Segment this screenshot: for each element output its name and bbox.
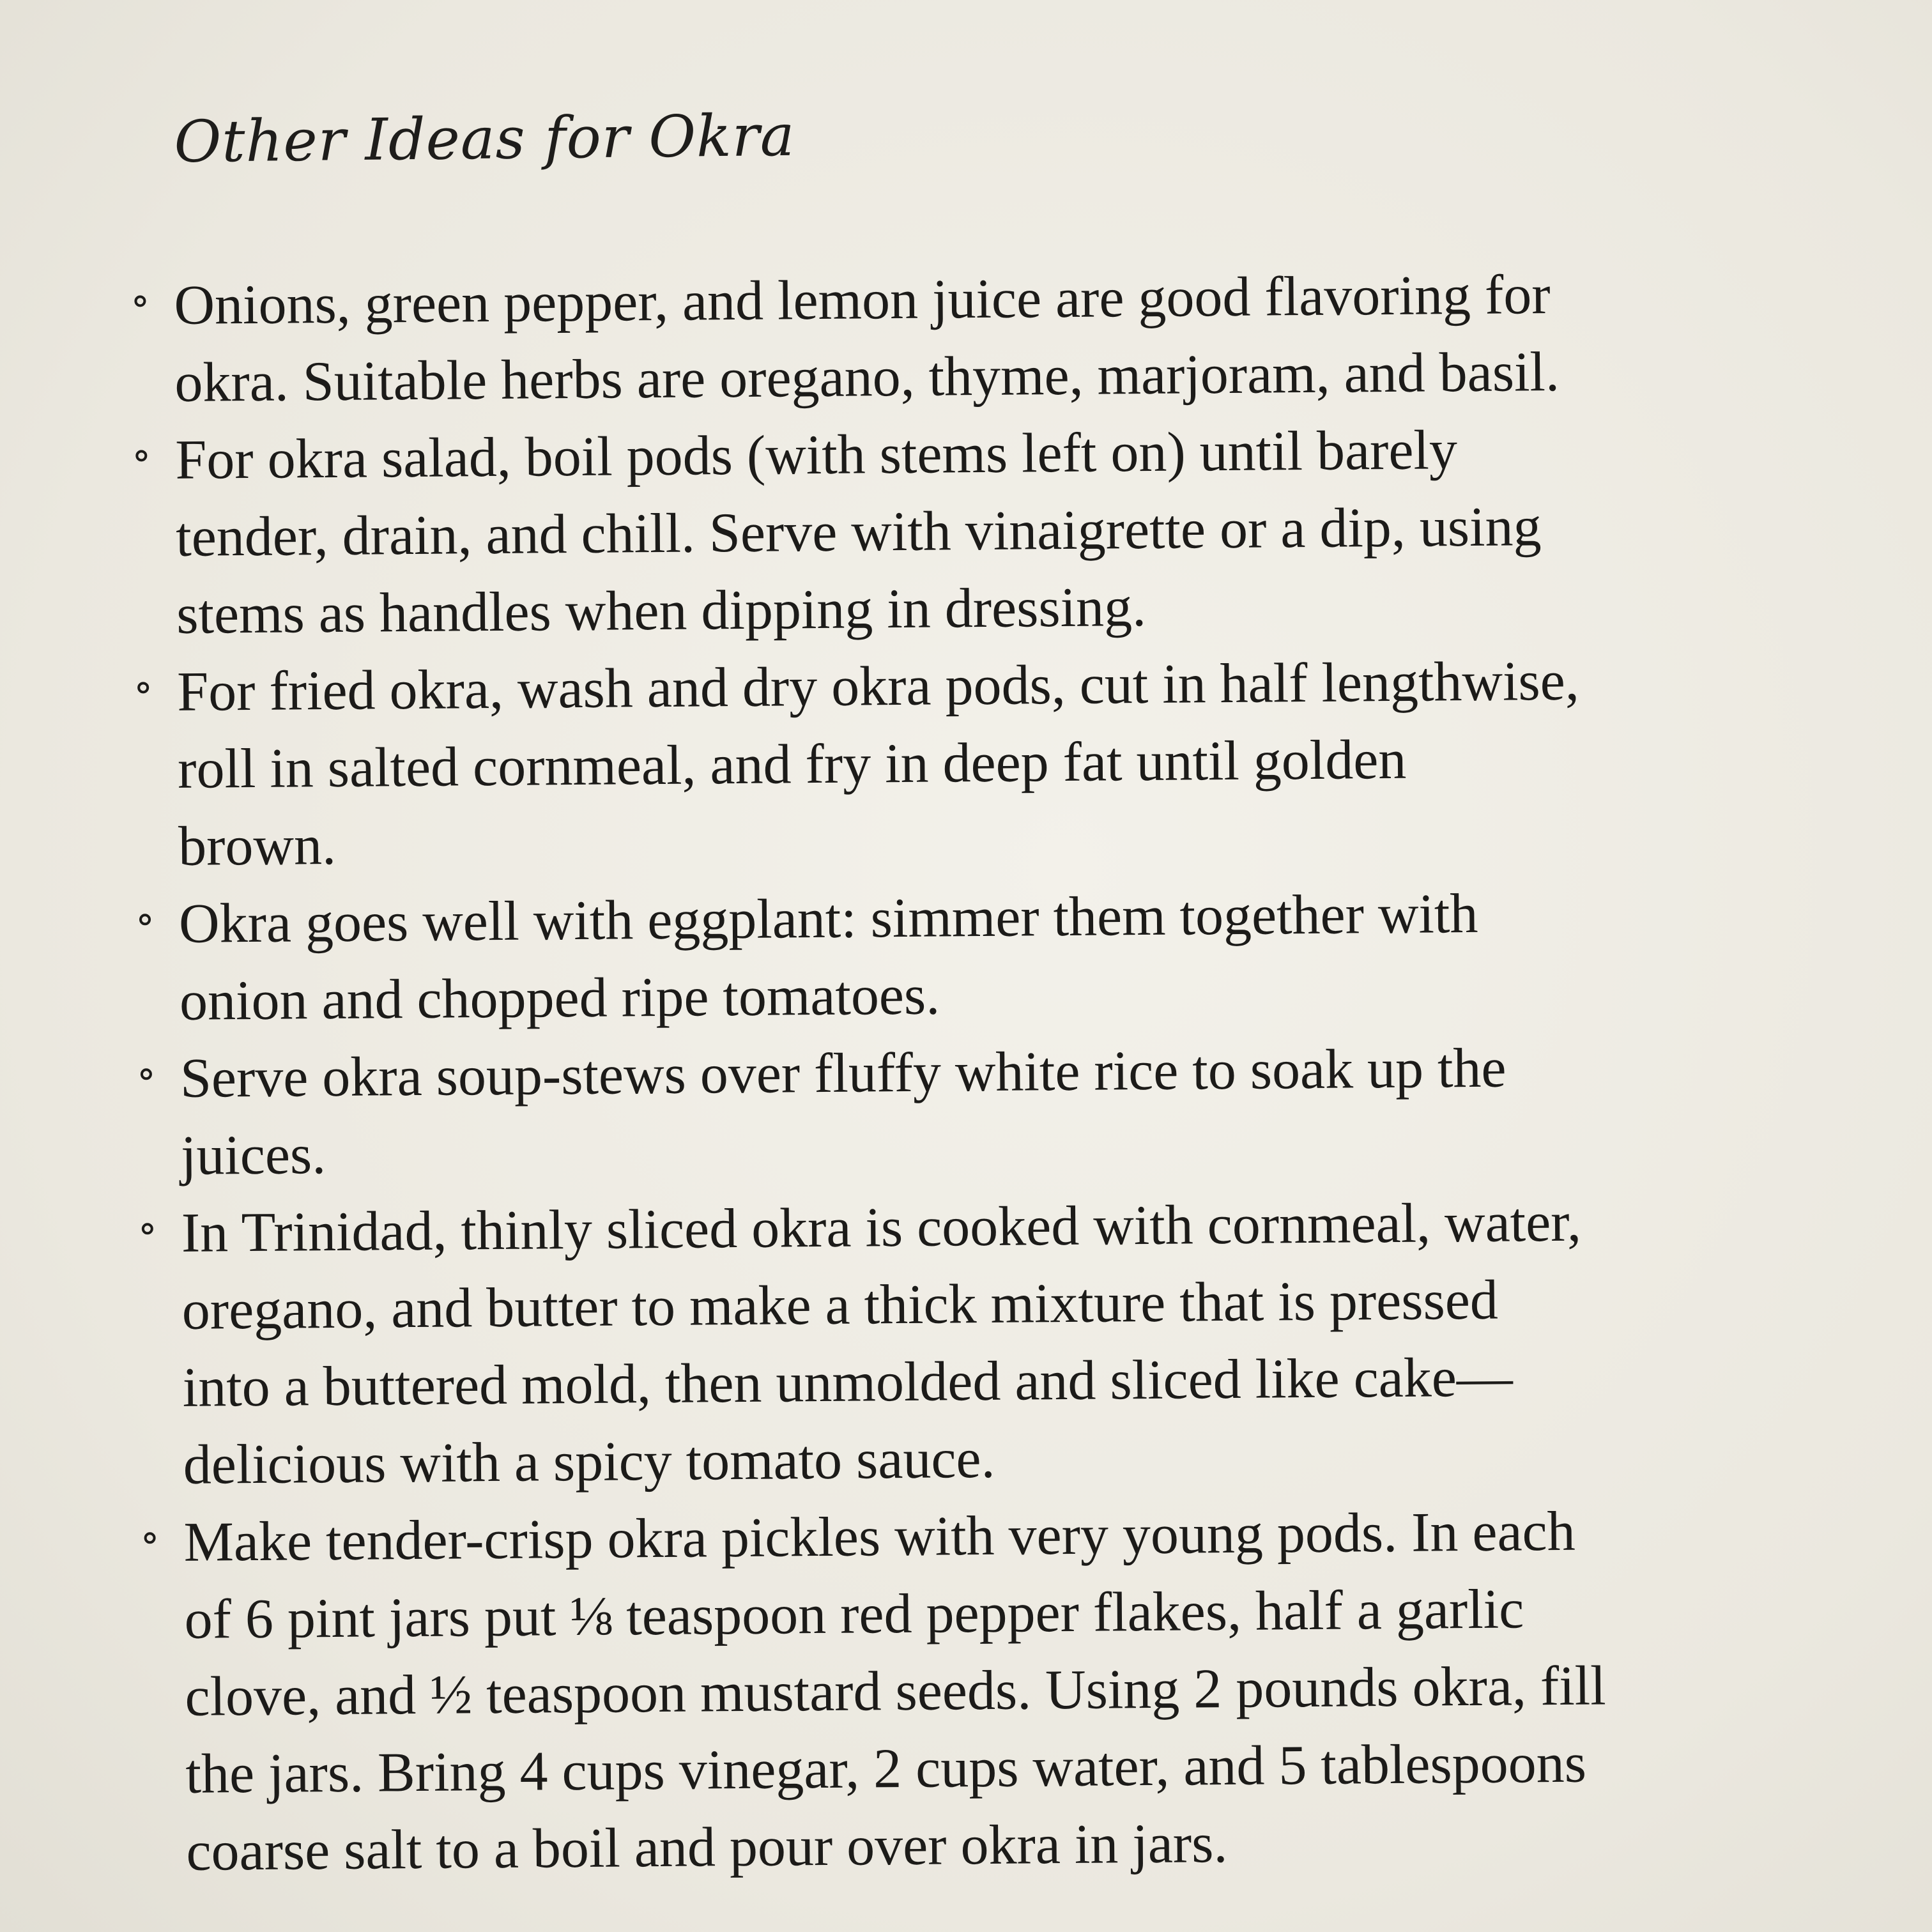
list-item-text: Serve okra soup-stews over fluffy white rice to soak up the juices. (180, 1037, 1506, 1187)
list-item (174, 1181, 1889, 1504)
bullet-circle-icon (137, 682, 149, 693)
section-heading: Other Ideas for Okra (174, 102, 795, 176)
bullet-circle-icon (135, 450, 147, 461)
list-item (172, 872, 1886, 1040)
list-item-text: For okra salad, boil pods (with stems left on) until barely tender, drain, and chill. Serve with vinaigrette or a dip, using stems as handles when dipping in dressing. (174, 419, 1542, 646)
list-item-text: Okra goes well with eggplant: simmer them together with onion and chopped ripe tomatoes. (178, 882, 1478, 1032)
list-item-text: Onions, green pepper, and lemon juice are good flavoring for okra. Suitable herbs are oregano, thyme, marjoram, and basil. (174, 264, 1560, 414)
list-item (167, 254, 1881, 422)
list-item (177, 1491, 1892, 1890)
list-item (174, 1027, 1887, 1195)
tips-list (167, 254, 1892, 1890)
bullet-circle-icon (141, 1068, 152, 1080)
list-item (169, 408, 1883, 654)
bullet-circle-icon (142, 1223, 153, 1234)
list-item-text: Make tender-crisp okra pickles with very young pods. In each of 6 pint jars put ⅛ teaspoon red pepper flakes, half a garlic clove, and ½ teaspoon mustard seeds. Using 2 pounds okra, fill the jars. Bring 4 cups vinegar, 2 cups water, and 5 tablespoons coarse salt to a boil and pour over okra in jars. (183, 1500, 1606, 1883)
bullet-circle-icon (134, 295, 146, 307)
list-item-text: For fried okra, wash and dry okra pods, cut in half lengthwise, roll in salted cornmeal, and fry in deep fat until golden brown. (176, 650, 1580, 878)
list-item-text: In Trinidad, thinly sliced okra is cooked with cornmeal, water, oregano, and butter to make a thick mixture that is pressed into a buttered mold, then unmolded and sliced like cake— delicious with a spicy tomato sauce. (181, 1191, 1582, 1496)
bullet-circle-icon (144, 1532, 156, 1544)
list-item (171, 640, 1885, 885)
bullet-circle-icon (139, 914, 151, 925)
